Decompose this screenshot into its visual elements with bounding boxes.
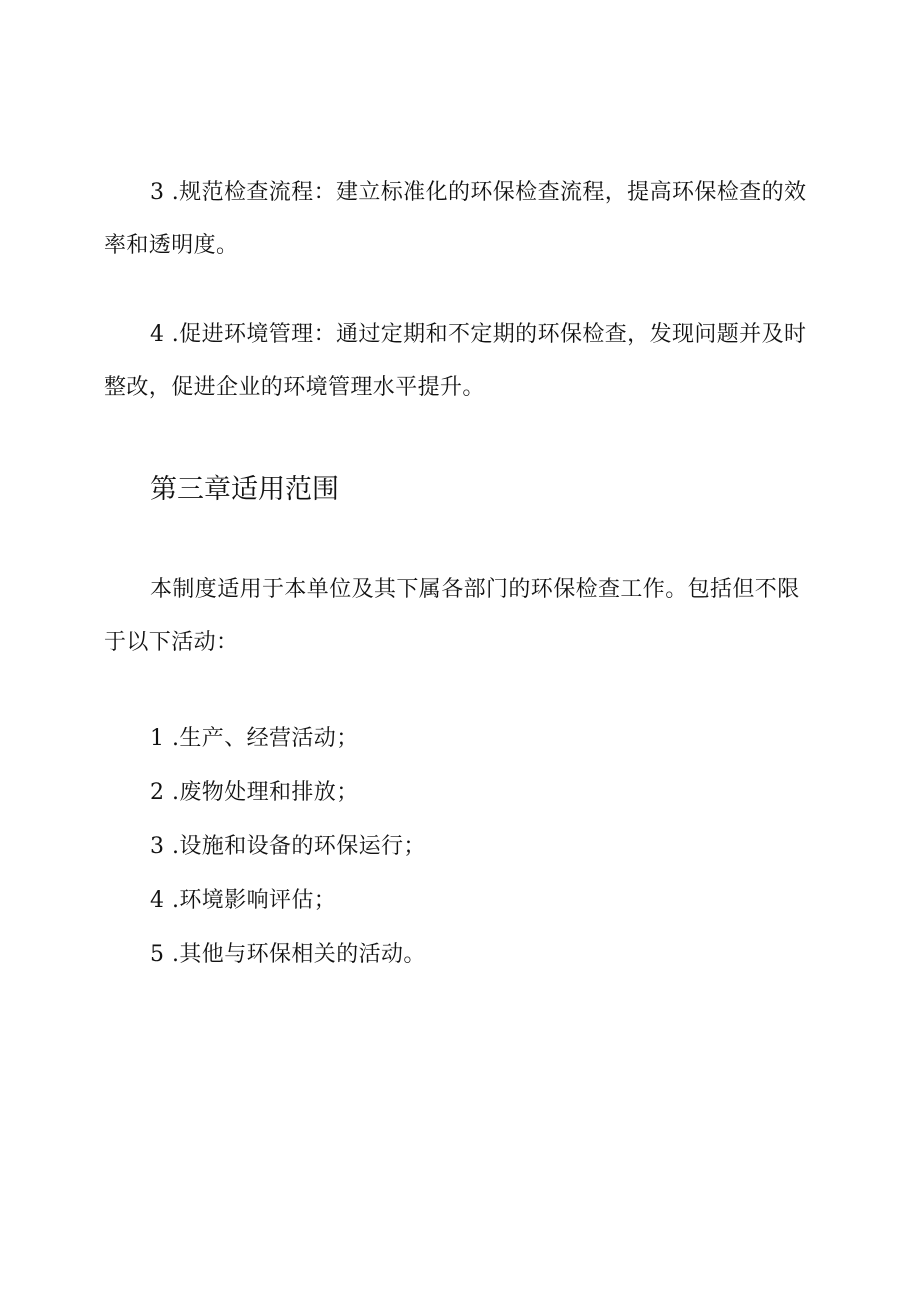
paragraph-standardize-process: 3 .规范检查流程：建立标准化的环保检查流程，提高环保检查的效率和透明度。 (104, 180, 807, 258)
list-item-text: .环境影响评估； (172, 888, 337, 913)
list-item-number: 3 (150, 834, 165, 859)
list-item-text: .废物处理和排放； (172, 780, 359, 805)
list-item-number: 1 (150, 726, 165, 751)
list-item (150, 820, 426, 874)
list-item-number: 2 (150, 780, 165, 805)
list-item-number: 5 (150, 942, 165, 967)
list-item-text: .生产、经营活动； (172, 726, 359, 751)
chapter-heading: 第三章适用范围 (150, 474, 339, 505)
activity-list (150, 712, 426, 982)
list-item-number: 4 (150, 888, 165, 913)
list-item (150, 766, 426, 820)
list-item-text: .其他与环保相关的活动。 (172, 942, 426, 967)
list-item (150, 874, 426, 928)
list-item-text: .设施和设备的环保运行； (172, 834, 426, 859)
list-item (150, 928, 426, 982)
list-item (150, 712, 426, 766)
paragraph-scope: 本制度适用于本单位及其下属各部门的环保检查工作。包括但不限于以下活动： (104, 577, 800, 655)
paragraph-promote-management: 4 .促进环境管理：通过定期和不定期的环保检查，发现问题并及时整改，促进企业的环境管理水平提升。 (104, 322, 807, 400)
